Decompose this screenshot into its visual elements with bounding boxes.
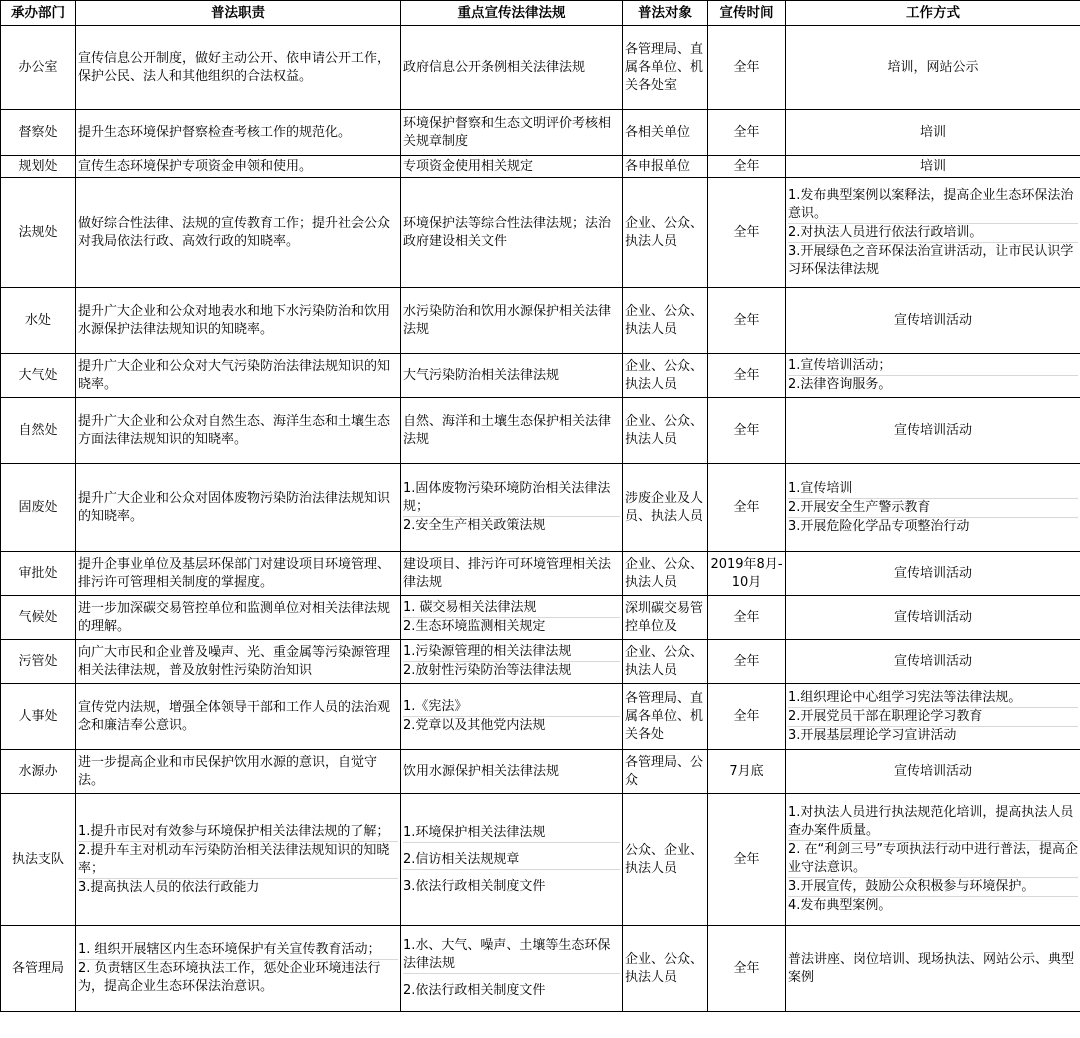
table-row <box>1 156 1080 178</box>
duty-item: 2.提升车主对机动车污染防治相关法律法规知识的知晓率； <box>78 842 398 879</box>
time-cell: 全年 <box>708 398 786 464</box>
law-item: 2.党章以及其他党内法规 <box>403 718 546 733</box>
laws-cell: 政府信息公开条例相关法律法规 <box>401 26 623 110</box>
law-item: 1.环境保护相关法律法规 <box>403 824 620 843</box>
method-cell: 宣传培训活动 <box>786 398 1080 464</box>
law-item: 1. 碳交易相关法律法规 <box>403 599 620 618</box>
target-cell: 各管理局、直属各单位、机关各处室 <box>623 26 708 110</box>
time-cell: 全年 <box>708 596 786 640</box>
method-cell <box>786 178 1080 288</box>
dept-cell: 气候处 <box>1 596 76 640</box>
laws-cell: 大气污染防治相关法律法规 <box>401 354 623 398</box>
dept-cell: 水源办 <box>1 750 76 794</box>
target-cell: 深圳碳交易管控单位及 <box>623 596 708 640</box>
laws-cell <box>401 684 623 750</box>
dept-cell: 固废处 <box>1 464 76 552</box>
law-item: 1.《宪法》 <box>403 698 620 717</box>
duty-cell: 宣传党内法规，增强全体领导干部和工作人员的法治观念和廉洁奉公意识。 <box>76 684 401 750</box>
duty-cell: 进一步提高企业和市民保护饮用水源的意识，自觉守法。 <box>76 750 401 794</box>
method-cell <box>786 794 1080 926</box>
target-cell: 企业、公众、执法人员 <box>623 398 708 464</box>
target-cell: 各管理局、公众 <box>623 750 708 794</box>
table-row <box>1 794 1080 926</box>
header-row <box>1 1 1080 26</box>
time-cell: 全年 <box>708 156 786 178</box>
dept-cell: 执法支队 <box>1 794 76 926</box>
law-item: 2.安全生产相关政策法规 <box>403 518 546 533</box>
dept-cell: 督察处 <box>1 110 76 156</box>
law-item: 1.水、大气、噪声、土壤等生态环保法律法规 <box>403 937 620 974</box>
time-cell: 全年 <box>708 794 786 926</box>
laws-cell: 饮用水源保护相关法律法规 <box>401 750 623 794</box>
table-row <box>1 354 1080 398</box>
target-cell: 企业、公众、执法人员 <box>623 640 708 684</box>
method-item: 3.开展危险化学品专项整治行动 <box>788 518 970 534</box>
table-row <box>1 596 1080 640</box>
time-cell: 全年 <box>708 110 786 156</box>
dept-cell: 污管处 <box>1 640 76 684</box>
laws-cell: 专项资金使用相关规定 <box>401 156 623 178</box>
method-cell: 培训 <box>786 110 1080 156</box>
method-item: 1.发布典型案例以案释法，提高企业生态环保法治意识。 <box>788 187 1078 224</box>
duty-cell: 提升广大企业和公众对大气污染防治法律法规知识的知晓率。 <box>76 354 401 398</box>
method-cell: 宣传培训活动 <box>786 288 1080 354</box>
method-cell: 宣传培训活动 <box>786 552 1080 596</box>
duty-item: 2. 负责辖区生态环境执法工作，惩处企业环境违法行为，提高企业生态环保法治意识。 <box>78 961 381 994</box>
target-cell: 企业、公众、执法人员 <box>623 178 708 288</box>
method-item: 3.开展绿色之音环保法治宣讲活动，让市民认识学习环保法律法规 <box>788 243 1074 277</box>
method-item: 3.开展基层理论学习宣讲活动 <box>788 727 957 743</box>
time-cell: 全年 <box>708 288 786 354</box>
dept-cell: 审批处 <box>1 552 76 596</box>
laws-cell <box>401 596 623 640</box>
method-cell: 培训，网站公示 <box>786 26 1080 110</box>
time-cell: 全年 <box>708 26 786 110</box>
target-cell: 各申报单位 <box>623 156 708 178</box>
method-item: 2. 在“利剑三号”专项执法行动中进行普法，提高企业守法意识。 <box>788 841 1078 878</box>
method-item: 2.开展安全生产警示教育 <box>788 499 1078 518</box>
header-laws: 重点宣传法律法规 <box>401 1 623 26</box>
table-row <box>1 926 1080 1012</box>
duty-cell: 提升企事业单位及基层环保部门对建设项目环境管理、排污许可管理相关制度的掌握度。 <box>76 552 401 596</box>
laws-cell: 环境保护法等综合性法律法规；法治政府建设相关文件 <box>401 178 623 288</box>
method-item: 1.组织理论中心组学习宪法等法律法规。 <box>788 689 1078 708</box>
dept-cell: 办公室 <box>1 26 76 110</box>
law-item: 2.信访相关法规规章 <box>403 851 620 870</box>
dept-cell: 各管理局 <box>1 926 76 1012</box>
dept-cell: 人事处 <box>1 684 76 750</box>
laws-cell <box>401 926 623 1012</box>
table-row <box>1 552 1080 596</box>
target-cell: 企业、公众、执法人员 <box>623 288 708 354</box>
table-row <box>1 178 1080 288</box>
table-row <box>1 26 1080 110</box>
table-row <box>1 398 1080 464</box>
duty-cell: 提升广大企业和公众对自然生态、海洋生态和土壤生态方面法律法规知识的知晓率。 <box>76 398 401 464</box>
method-cell <box>786 684 1080 750</box>
dept-cell: 自然处 <box>1 398 76 464</box>
time-cell: 全年 <box>708 684 786 750</box>
method-cell: 培训 <box>786 156 1080 178</box>
header-target: 普法对象 <box>623 1 708 26</box>
dept-cell: 水处 <box>1 288 76 354</box>
time-cell: 7月底 <box>708 750 786 794</box>
table-row <box>1 750 1080 794</box>
laws-cell: 水污染防治和饮用水源保护相关法律法规 <box>401 288 623 354</box>
duty-cell: 进一步加深碳交易管控单位和监测单位对相关法律法规的理解。 <box>76 596 401 640</box>
header-duty: 普法职责 <box>76 1 401 26</box>
method-item: 1.宣传培训活动； <box>788 357 1078 376</box>
method-cell: 普法讲座、岗位培训、现场执法、网站公示、典型案例 <box>786 926 1080 1012</box>
method-item: 4.发布典型案例。 <box>788 898 892 913</box>
table-row <box>1 640 1080 684</box>
target-cell: 企业、公众、执法人员 <box>623 354 708 398</box>
law-item: 2.依法行政相关制度文件 <box>403 983 546 998</box>
header-method: 工作方式 <box>786 1 1080 26</box>
method-cell <box>786 464 1080 552</box>
method-cell: 宣传培训活动 <box>786 640 1080 684</box>
table-row <box>1 684 1080 750</box>
target-cell: 公众、企业、执法人员 <box>623 794 708 926</box>
duty-cell: 向广大市民和企业普及噪声、光、重金属等污染源管理相关法律法规，普及放射性污染防治知识 <box>76 640 401 684</box>
time-cell: 全年 <box>708 926 786 1012</box>
duty-cell: 提升生态环境保护督察检查考核工作的规范化。 <box>76 110 401 156</box>
time-cell: 全年 <box>708 178 786 288</box>
laws-cell <box>401 640 623 684</box>
duty-cell: 做好综合性法律、法规的宣传教育工作；提升社会公众对我局依法行政、高效行政的知晓率。 <box>76 178 401 288</box>
method-cell: 宣传培训活动 <box>786 596 1080 640</box>
duty-cell: 宣传信息公开制度，做好主动公开、依申请公开工作，保护公民、法人和其他组织的合法权益。 <box>76 26 401 110</box>
method-item: 1.对执法人员进行执法规范化培训，提高执法人员查办案件质量。 <box>788 804 1078 841</box>
method-cell <box>786 354 1080 398</box>
time-cell: 全年 <box>708 354 786 398</box>
time-cell: 2019年8月-10月 <box>708 552 786 596</box>
duty-cell: 提升广大企业和公众对地表水和地下水污染防治和饮用水源保护法律法规知识的知晓率。 <box>76 288 401 354</box>
law-item: 3.依法行政相关制度文件 <box>403 878 546 894</box>
duty-cell <box>76 926 401 1012</box>
target-cell: 各管理局、直属各单位、机关各处 <box>623 684 708 750</box>
target-cell: 企业、公众、执法人员 <box>623 926 708 1012</box>
method-item: 2.法律咨询服务。 <box>788 377 892 392</box>
table-row <box>1 464 1080 552</box>
duty-cell: 宣传生态环境保护专项资金申领和使用。 <box>76 156 401 178</box>
method-item: 3.开展宣传，鼓励公众积极参与环境保护。 <box>788 878 1078 897</box>
law-item: 2.生态环境监测相关规定 <box>403 619 546 634</box>
method-cell: 宣传培训活动 <box>786 750 1080 794</box>
duty-item: 3.提高执法人员的依法行政能力 <box>78 879 260 895</box>
dept-cell: 规划处 <box>1 156 76 178</box>
laws-cell: 建设项目、排污许可环境管理相关法律法规 <box>401 552 623 596</box>
method-item: 2.开展党员干部在职理论学习教育 <box>788 708 1078 727</box>
duty-cell <box>76 794 401 926</box>
time-cell: 全年 <box>708 464 786 552</box>
dept-cell: 大气处 <box>1 354 76 398</box>
duty-cell: 提升广大企业和公众对固体废物污染防治法律法规知识的知晓率。 <box>76 464 401 552</box>
table-row <box>1 110 1080 156</box>
method-item: 2.对执法人员进行依法行政培训。 <box>788 224 1078 243</box>
duty-item: 1. 组织开展辖区内生态环境保护有关宣传教育活动； <box>78 941 398 960</box>
table-row <box>1 288 1080 354</box>
duty-item: 1.提升市民对有效参与环境保护相关法律法规的了解； <box>78 823 398 842</box>
dept-cell: 法规处 <box>1 178 76 288</box>
laws-cell <box>401 794 623 926</box>
law-item: 1.固体废物污染环境防治相关法律法规； <box>403 480 620 517</box>
laws-cell: 自然、海洋和土壤生态保护相关法律法规 <box>401 398 623 464</box>
target-cell: 各相关单位 <box>623 110 708 156</box>
law-item: 2.放射性污染防治等法律法规 <box>403 663 572 678</box>
law-item: 1.污染源管理的相关法律法规 <box>403 643 620 662</box>
target-cell: 企业、公众、执法人员 <box>623 552 708 596</box>
time-cell: 全年 <box>708 640 786 684</box>
laws-cell: 环境保护督察和生态文明评价考核相关规章制度 <box>401 110 623 156</box>
laws-cell <box>401 464 623 552</box>
header-time: 宣传时间 <box>708 1 786 26</box>
target-cell: 涉废企业及人员、执法人员 <box>623 464 708 552</box>
header-dept: 承办部门 <box>1 1 76 26</box>
method-item: 1.宣传培训 <box>788 480 1078 499</box>
